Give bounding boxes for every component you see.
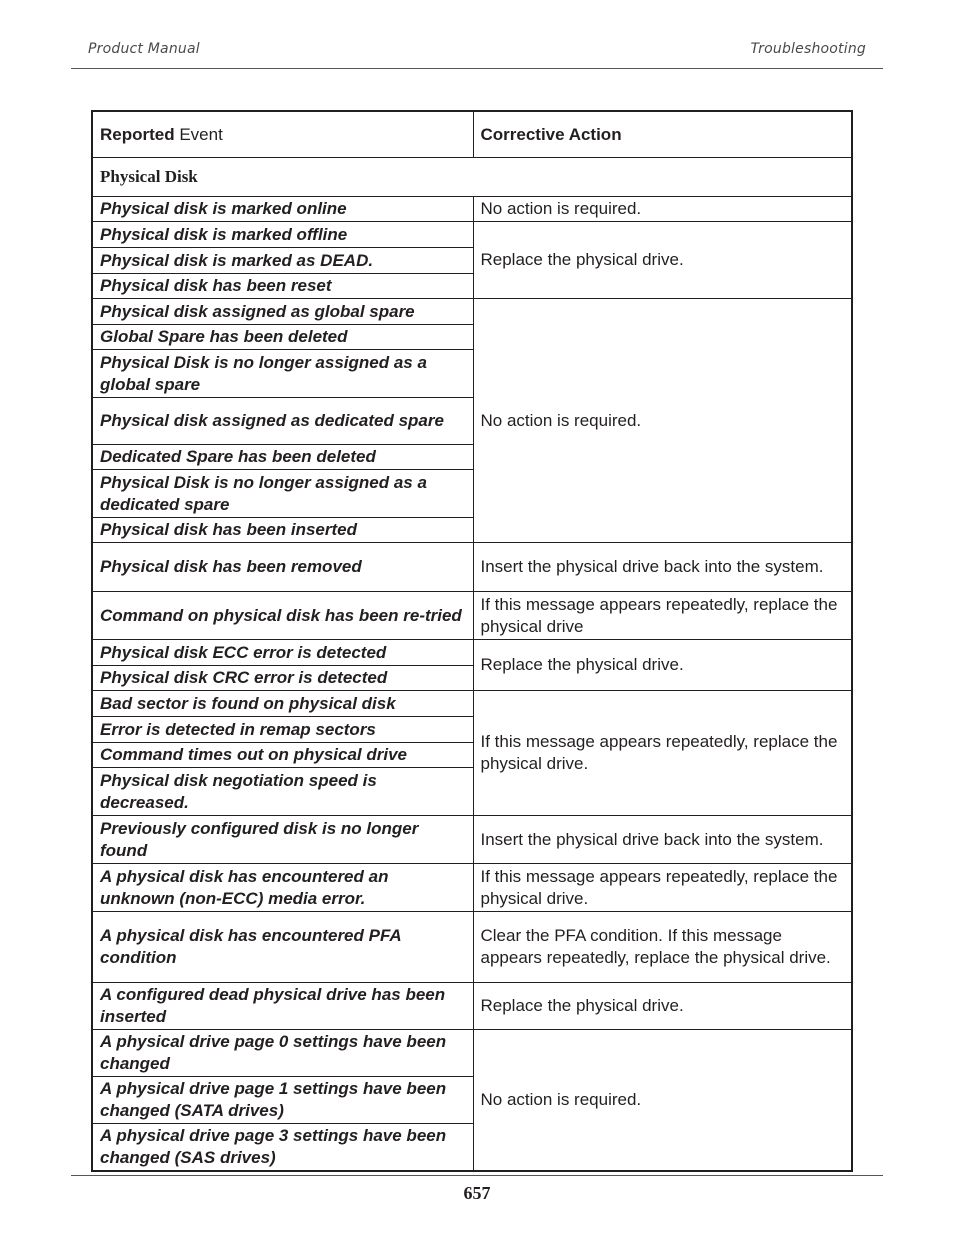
event-cell: Physical disk assigned as global spare	[92, 299, 473, 325]
section-row	[92, 158, 852, 197]
event-cell: Physical Disk is no longer assigned as a global spare	[92, 350, 473, 398]
action-cell: Replace the physical drive.	[473, 222, 852, 299]
action-cell: If this message appears repeatedly, replace the physical drive.	[473, 864, 852, 912]
event-cell: Previously configured disk is no longer found	[92, 816, 473, 864]
event-cell: Error is detected in remap sectors	[92, 717, 473, 743]
table-row	[92, 640, 852, 666]
event-cell: A physical disk has encountered PFA condition	[92, 912, 473, 983]
event-cell: Command on physical disk has been re-tried	[92, 592, 473, 640]
table-row	[92, 299, 852, 325]
event-cell: Physical disk has been removed	[92, 543, 473, 592]
footer-rule	[71, 1175, 883, 1176]
event-cell: Physical disk ECC error is detected	[92, 640, 473, 666]
column-header-reported-event: Reported Event	[92, 111, 473, 158]
table-row	[92, 816, 852, 864]
action-cell: Insert the physical drive back into the system.	[473, 816, 852, 864]
event-cell: Bad sector is found on physical disk	[92, 691, 473, 717]
table-row	[92, 983, 852, 1030]
event-cell: Physical disk has been inserted	[92, 518, 473, 543]
event-cell: A physical drive page 1 settings have been changed (SATA drives)	[92, 1077, 473, 1124]
table-row	[92, 592, 852, 640]
event-table	[91, 110, 853, 1172]
action-cell: Clear the PFA condition. If this message appears repeatedly, replace the physical drive.	[473, 912, 852, 983]
action-cell: No action is required.	[473, 197, 852, 222]
table-header-row	[92, 111, 852, 158]
table-row	[92, 543, 852, 592]
action-cell: Insert the physical drive back into the system.	[473, 543, 852, 592]
section-title: Physical Disk	[92, 158, 852, 197]
action-cell: If this message appears repeatedly, replace the physical drive	[473, 592, 852, 640]
action-cell: Replace the physical drive.	[473, 640, 852, 691]
action-cell: No action is required.	[473, 1030, 852, 1171]
event-cell: Physical disk assigned as dedicated spare	[92, 398, 473, 445]
event-cell: Physical disk has been reset	[92, 274, 473, 299]
page-number: 657	[463, 1183, 491, 1203]
event-cell: Physical disk is marked offline	[92, 222, 473, 248]
event-cell: Physical disk is marked as DEAD.	[92, 248, 473, 274]
event-cell: A physical drive page 0 settings have been changed	[92, 1030, 473, 1077]
event-cell: A configured dead physical drive has been inserted	[92, 983, 473, 1030]
table-row	[92, 197, 852, 222]
table-row	[92, 864, 852, 912]
event-cell: Physical Disk is no longer assigned as a dedicated spare	[92, 470, 473, 518]
event-cell: A physical disk has encountered an unknown (non-ECC) media error.	[92, 864, 473, 912]
running-header-left: Product Manual	[88, 41, 200, 57]
table-row	[92, 912, 852, 983]
event-cell: Physical disk is marked online	[92, 197, 473, 222]
event-cell: Global Spare has been deleted	[92, 325, 473, 350]
table-row	[92, 222, 852, 248]
column-header-corrective-action: Corrective Action	[473, 111, 852, 158]
event-cell: Physical disk negotiation speed is decreased.	[92, 768, 473, 816]
header-rule	[71, 68, 883, 69]
table-row	[92, 1030, 852, 1077]
event-cell: Physical disk CRC error is detected	[92, 666, 473, 691]
action-cell: If this message appears repeatedly, replace the physical drive.	[473, 691, 852, 816]
action-cell: Replace the physical drive.	[473, 983, 852, 1030]
table-row	[92, 691, 852, 717]
action-cell: No action is required.	[473, 299, 852, 543]
running-header-right: Troubleshooting	[750, 41, 866, 57]
event-cell: Dedicated Spare has been deleted	[92, 445, 473, 470]
event-cell: A physical drive page 3 settings have been changed (SAS drives)	[92, 1124, 473, 1171]
event-cell: Command times out on physical drive	[92, 743, 473, 768]
